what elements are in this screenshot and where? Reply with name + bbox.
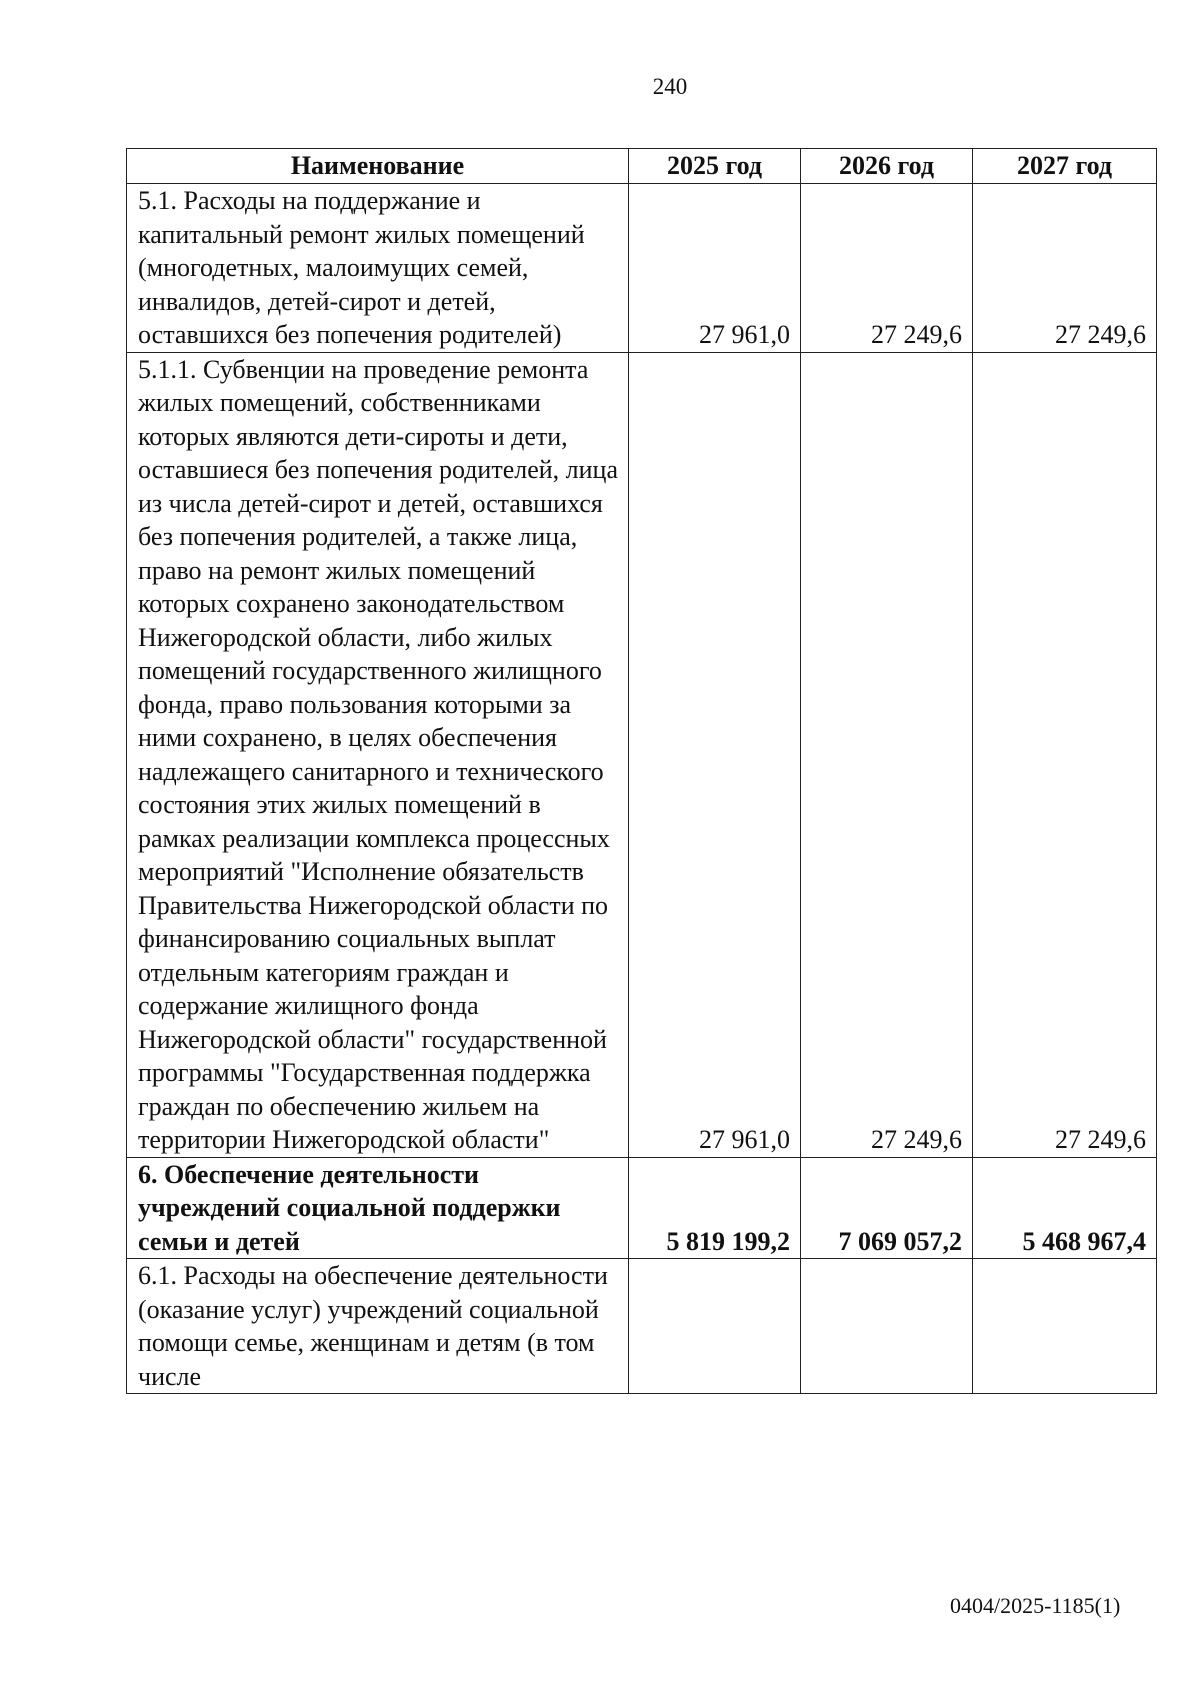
table-row — [127, 1259, 1157, 1394]
row-name: 5.1. Расходы на поддержание и капитальный ремонт жилых помещений (многодетных, малоимущих семей, инвалидов, детей-сирот и детей, оставшихся без попечения родителей) — [127, 184, 629, 353]
budget-table — [126, 148, 1157, 1394]
row-name: 6. Обеспечение деятельности учреждений социальной поддержки семьи и детей — [127, 1157, 629, 1259]
row-value-2026: 27 249,6 — [801, 184, 973, 353]
header-2026: 2026 год — [801, 149, 973, 184]
row-name: 6.1. Расходы на обеспечение деятельности (оказание услуг) учреждений социальной помощи семье, женщинам и детям (в том числе — [127, 1259, 629, 1394]
row-value-2027: 27 249,6 — [973, 352, 1157, 1157]
table-header-row — [127, 149, 1157, 184]
table-row-section-total — [127, 1157, 1157, 1259]
row-value-2025: 5 819 199,2 — [629, 1157, 801, 1259]
row-value-2026: 27 249,6 — [801, 352, 973, 1157]
row-name: 5.1.1. Субвенции на проведение ремонта жилых помещений, собственниками которых являются дети-сироты и дети, оставшиеся без попечения родителей, лица из числа детей-сирот и детей, оставшихся без попечения родителей, а также лица, право на ремонт жилых помещений которых сохранено законодательством Нижегородской области, либо жилых помещений государственного жилищного фонда, право пользования которыми за ними сохранено, в целях обеспечения надлежащего санитарного и технического состояния этих жилых помещений в рамках реализации комплекса процессных мероприятий "Исполнение обязательств Правительства Нижегородской области по финансированию социальных выплат отдельным категориям граждан и содержание жилищного фонда Нижегородской области" государственной программы "Государственная поддержка граждан по обеспечению жильем на территории Нижегородской области" — [127, 352, 629, 1157]
row-value-2027 — [973, 1259, 1157, 1394]
header-2025: 2025 год — [629, 149, 801, 184]
table-row — [127, 352, 1157, 1157]
header-name: Наименование — [127, 149, 629, 184]
page-number: 240 — [652, 74, 688, 99]
row-value-2026: 7 069 057,2 — [801, 1157, 973, 1259]
row-value-2025: 27 961,0 — [629, 352, 801, 1157]
table-row — [127, 184, 1157, 353]
header-2027: 2027 год — [973, 149, 1157, 184]
row-value-2027: 5 468 967,4 — [973, 1157, 1157, 1259]
row-value-2025 — [629, 1259, 801, 1394]
row-value-2027: 27 249,6 — [973, 184, 1157, 353]
row-value-2025: 27 961,0 — [629, 184, 801, 353]
row-value-2026 — [801, 1259, 973, 1394]
document-code: 0404/2025-1185(1) — [950, 1593, 1121, 1618]
